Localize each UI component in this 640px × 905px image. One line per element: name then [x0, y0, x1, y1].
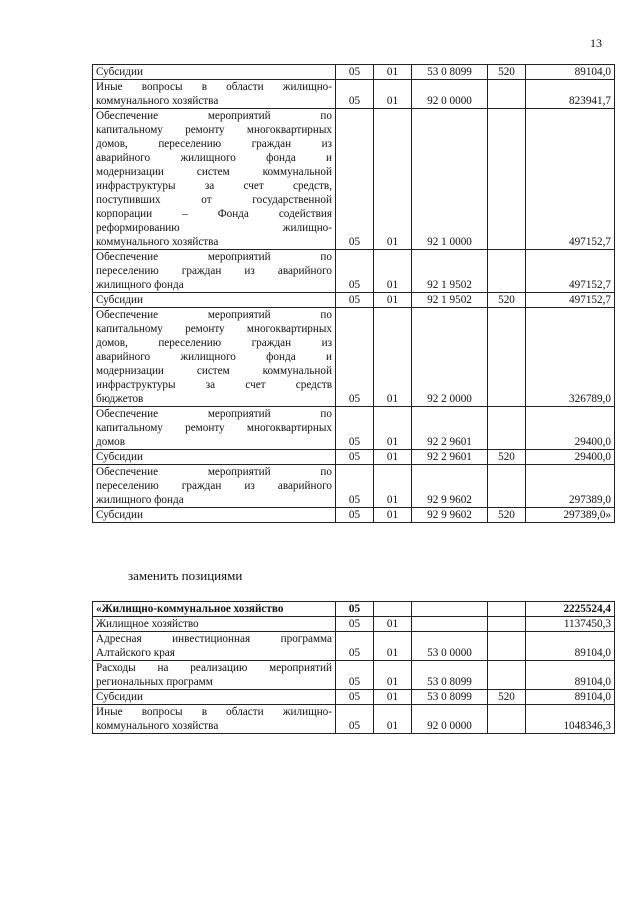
budget-table-original [92, 64, 615, 523]
amount-cell: 2225524,4 [526, 602, 615, 617]
target-article-code-cell: 92 0 0000 [412, 80, 488, 109]
row-name-line: Субсидии [96, 294, 143, 306]
table-row [93, 308, 615, 407]
amount-cell: 497152,7 [526, 109, 615, 250]
row-name-line: Обеспечение мероприятий по [96, 466, 332, 478]
expense-type-code-cell: 520 [488, 65, 526, 80]
section-code-cell: 05 [336, 690, 374, 705]
subsection-code-cell: 01 [374, 407, 412, 450]
row-name-cell [93, 508, 336, 523]
row-name-line: коммунального хозяйства [96, 720, 219, 732]
table-row [93, 450, 615, 465]
amount-cell: 89104,0 [526, 690, 615, 705]
expense-type-code-cell: 520 [488, 450, 526, 465]
target-article-code-cell: 92 1 9502 [412, 250, 488, 293]
section-code-cell: 05 [336, 602, 374, 617]
expense-type-code-cell: 520 [488, 690, 526, 705]
row-name-cell [93, 705, 336, 734]
target-article-code-cell: 53 0 8099 [412, 65, 488, 80]
section-code-cell: 05 [336, 109, 374, 250]
section-code-cell: 05 [336, 450, 374, 465]
subsection-code-cell: 01 [374, 450, 412, 465]
amount-cell: 297389,0 [526, 465, 615, 508]
target-article-code-cell: 92 2 0000 [412, 308, 488, 407]
target-article-code-cell: 53 0 8099 [412, 690, 488, 705]
row-name-line: Жилищное хозяйство [96, 618, 199, 630]
section-code-cell: 05 [336, 661, 374, 690]
section-code-cell: 05 [336, 508, 374, 523]
table-row [93, 293, 615, 308]
table-row [93, 465, 615, 508]
expense-type-code-cell [488, 465, 526, 508]
row-name-cell [93, 617, 336, 632]
row-name-cell [93, 308, 336, 407]
subsection-code-cell: 01 [374, 293, 412, 308]
target-article-code-cell [412, 602, 488, 617]
amount-cell: 89104,0 [526, 65, 615, 80]
subsection-code-cell: 01 [374, 617, 412, 632]
target-article-code-cell: 53 0 8099 [412, 661, 488, 690]
amount-cell: 1048346,3 [526, 705, 615, 734]
amount-cell: 326789,0 [526, 308, 615, 407]
amount-cell: 497152,7 [526, 250, 615, 293]
subsection-code-cell: 01 [374, 250, 412, 293]
amount-cell: 1137450,3 [526, 617, 615, 632]
table-row [93, 705, 615, 734]
target-article-code-cell: 92 9 9602 [412, 508, 488, 523]
row-name-cell [93, 690, 336, 705]
amount-cell: 89104,0 [526, 632, 615, 661]
section-code-cell: 05 [336, 308, 374, 407]
subsection-code-cell: 01 [374, 65, 412, 80]
row-name-line: капитальному ремонту многоквартирных [96, 422, 332, 434]
row-name-line: капитальному ремонту многоквартирных [96, 323, 332, 335]
row-name-line: переселению граждан из аварийного [96, 480, 332, 492]
target-article-code-cell: 53 0 0000 [412, 632, 488, 661]
replace-with-text: заменить позициями [128, 568, 243, 583]
budget-table-replacement [92, 601, 615, 734]
section-code-cell: 05 [336, 80, 374, 109]
row-name-line: Иные вопросы в области жилищно- [96, 706, 332, 718]
row-name-line: региональных программ [96, 676, 213, 688]
table-row [93, 632, 615, 661]
section-code-cell: 05 [336, 705, 374, 734]
table-row [93, 508, 615, 523]
row-name-line: капитальному ремонту многоквартирных [96, 124, 332, 136]
section-code-cell: 05 [336, 250, 374, 293]
row-name-cell [93, 80, 336, 109]
row-name-line: Обеспечение мероприятий по [96, 251, 332, 263]
row-name-line: Обеспечение мероприятий по [96, 110, 332, 122]
row-name-line: Иные вопросы в области жилищно- [96, 81, 332, 93]
row-name-cell [93, 465, 336, 508]
expense-type-code-cell [488, 617, 526, 632]
row-name-line: домов, переселению граждан из [96, 337, 332, 349]
row-name-cell [93, 407, 336, 450]
amount-cell: 29400,0 [526, 407, 615, 450]
row-name-line: реформированию жилищно- [96, 222, 332, 234]
row-name-line: коммунального хозяйства [96, 95, 219, 107]
row-name-line: переселению граждан из аварийного [96, 265, 332, 277]
row-name-line: жилищного фонда [96, 279, 184, 291]
table-row [93, 250, 615, 293]
row-name-cell [93, 109, 336, 250]
table-row [93, 80, 615, 109]
subsection-code-cell: 01 [374, 661, 412, 690]
row-name-line: Субсидии [96, 509, 143, 521]
expense-type-code-cell [488, 705, 526, 734]
row-name-cell [93, 632, 336, 661]
section-code-cell: 05 [336, 632, 374, 661]
row-name-line: корпорации – Фонда содействия [96, 208, 332, 220]
section-code-cell: 05 [336, 465, 374, 508]
target-article-code-cell: 92 2 9601 [412, 450, 488, 465]
row-name-cell [93, 602, 336, 617]
amount-cell: 29400,0 [526, 450, 615, 465]
target-article-code-cell: 92 2 9601 [412, 407, 488, 450]
row-name-line: Субсидии [96, 66, 143, 78]
subsection-code-cell: 01 [374, 308, 412, 407]
table-row [93, 109, 615, 250]
row-name-line: Адресная инвестиционная программа [96, 633, 332, 645]
expense-type-code-cell [488, 109, 526, 250]
amount-cell: 297389,0» [526, 508, 615, 523]
target-article-code-cell: 92 0 0000 [412, 705, 488, 734]
row-name-line: бюджетов [96, 393, 144, 405]
subsection-code-cell: 01 [374, 80, 412, 109]
section-code-cell: 05 [336, 293, 374, 308]
row-name-line: домов, переселению граждан из [96, 138, 332, 150]
target-article-code-cell [412, 617, 488, 632]
row-name-cell [93, 450, 336, 465]
row-name-line: модернизации систем коммунальной [96, 166, 332, 178]
expense-type-code-cell [488, 602, 526, 617]
row-name-line: коммунального хозяйства [96, 236, 219, 248]
expense-type-code-cell: 520 [488, 293, 526, 308]
row-name-line: Алтайского края [96, 647, 175, 659]
subsection-code-cell: 01 [374, 690, 412, 705]
row-name-line: инфраструктуры за счет средств, [96, 180, 332, 192]
row-name-line: модернизации систем коммунальной [96, 365, 332, 377]
row-name-line: жилищного фонда [96, 494, 184, 506]
expense-type-code-cell [488, 407, 526, 450]
expense-type-code-cell [488, 308, 526, 407]
subsection-code-cell: 01 [374, 465, 412, 508]
section-code-cell: 05 [336, 65, 374, 80]
row-name-line: поступивших от государственной [96, 194, 332, 206]
amount-cell: 823941,7 [526, 80, 615, 109]
subsection-code-cell: 01 [374, 632, 412, 661]
table-row [93, 617, 615, 632]
row-name-line: «Жилищно-коммунальное хозяйство [96, 603, 284, 615]
row-name-line: аварийного жилищного фонда и [96, 351, 332, 363]
section-code-cell: 05 [336, 407, 374, 450]
table-row [93, 602, 615, 617]
row-name-line: Расходы на реализацию мероприятий [96, 662, 332, 674]
row-name-line: Субсидии [96, 691, 143, 703]
row-name-line: аварийного жилищного фонда и [96, 152, 332, 164]
row-name-cell [93, 250, 336, 293]
expense-type-code-cell: 520 [488, 508, 526, 523]
expense-type-code-cell [488, 661, 526, 690]
table-row [93, 65, 615, 80]
table-row [93, 690, 615, 705]
row-name-cell [93, 65, 336, 80]
row-name-line: Субсидии [96, 451, 143, 463]
subsection-code-cell: 01 [374, 109, 412, 250]
subsection-code-cell [374, 602, 412, 617]
row-name-cell [93, 293, 336, 308]
row-name-line: Обеспечение мероприятий по [96, 408, 332, 420]
expense-type-code-cell [488, 250, 526, 293]
target-article-code-cell: 92 1 0000 [412, 109, 488, 250]
table-row [93, 661, 615, 690]
table-row [93, 407, 615, 450]
row-name-cell [93, 661, 336, 690]
row-name-line: Обеспечение мероприятий по [96, 309, 332, 321]
row-name-line: инфраструктуры за счет средств [96, 379, 332, 391]
target-article-code-cell: 92 9 9602 [412, 465, 488, 508]
expense-type-code-cell [488, 80, 526, 109]
row-name-line: домов [96, 436, 126, 448]
section-code-cell: 05 [336, 617, 374, 632]
expense-type-code-cell [488, 632, 526, 661]
amount-cell: 89104,0 [526, 661, 615, 690]
subsection-code-cell: 01 [374, 705, 412, 734]
target-article-code-cell: 92 1 9502 [412, 293, 488, 308]
subsection-code-cell: 01 [374, 508, 412, 523]
amount-cell: 497152,7 [526, 293, 615, 308]
page-number: 13 [590, 36, 602, 50]
